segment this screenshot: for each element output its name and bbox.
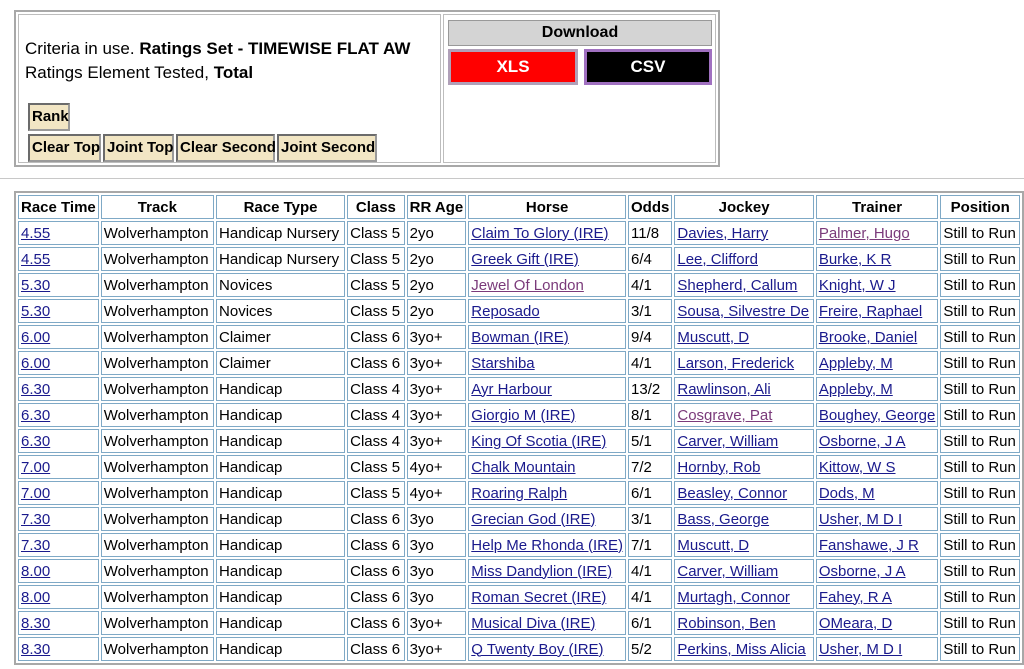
table-row xyxy=(18,637,1020,661)
race-time-link[interactable]: 8.30 xyxy=(21,640,51,658)
element-prefix: Ratings Element Tested, xyxy=(25,63,209,82)
class-cell: Class 4 xyxy=(347,403,405,427)
jockey-link[interactable]: Davies, Harry xyxy=(677,224,769,242)
table-row xyxy=(18,559,1020,583)
trainer-cell xyxy=(816,507,938,531)
clear-top-button[interactable]: Clear Top xyxy=(28,134,101,162)
trainer-link[interactable]: Burke, K R xyxy=(818,250,892,268)
position-cell: Still to Run xyxy=(940,455,1020,479)
rr-age-cell: 2yo xyxy=(407,247,467,271)
table-row xyxy=(18,507,1020,531)
trainer-link[interactable]: Usher, M D I xyxy=(818,640,903,658)
jockey-link[interactable]: Carver, William xyxy=(677,432,779,450)
race-type-cell: Novices xyxy=(216,299,345,323)
position-cell: Still to Run xyxy=(940,585,1020,609)
rr-age-cell: 2yo xyxy=(407,221,467,245)
jockey-link[interactable]: Bass, George xyxy=(677,510,770,528)
race-time-cell xyxy=(18,507,99,531)
race-time-link[interactable]: 5.30 xyxy=(21,302,51,320)
track-cell: Wolverhampton xyxy=(101,377,214,401)
race-type-cell: Novices xyxy=(216,273,345,297)
rr-age-cell: 3yo+ xyxy=(407,403,467,427)
horse-link[interactable]: Roman Secret (IRE) xyxy=(471,588,607,606)
class-cell: Class 5 xyxy=(347,455,405,479)
position-cell: Still to Run xyxy=(940,611,1020,635)
odds-cell: 6/1 xyxy=(628,611,672,635)
race-time-link[interactable]: 7.00 xyxy=(21,484,51,502)
download-cell xyxy=(443,14,716,163)
position-cell: Still to Run xyxy=(940,403,1020,427)
position-cell: Still to Run xyxy=(940,221,1020,245)
track-cell: Wolverhampton xyxy=(101,611,214,635)
jockey-link[interactable]: Murtagh, Connor xyxy=(677,588,790,606)
class-cell: Class 5 xyxy=(347,247,405,271)
col-position: Position xyxy=(940,195,1020,219)
race-type-cell: Handicap xyxy=(216,637,345,661)
col-odds: Odds xyxy=(628,195,672,219)
table-row xyxy=(18,481,1020,505)
odds-cell: 6/4 xyxy=(628,247,672,271)
results-table-wrapper xyxy=(14,191,1024,665)
rank-button[interactable]: Rank xyxy=(28,103,70,131)
jockey-link[interactable]: Beasley, Connor xyxy=(677,484,788,502)
trainer-cell xyxy=(816,299,938,323)
rr-age-cell: 3yo xyxy=(407,585,467,609)
horse-link[interactable]: Q Twenty Boy (IRE) xyxy=(471,640,604,658)
class-cell: Class 6 xyxy=(347,533,405,557)
table-row xyxy=(18,273,1020,297)
criteria-text xyxy=(25,37,410,85)
col-rr-age: RR Age xyxy=(407,195,467,219)
race-time-cell xyxy=(18,559,99,583)
odds-cell: 8/1 xyxy=(628,403,672,427)
horse-link[interactable]: Roaring Ralph xyxy=(471,484,568,502)
race-time-link[interactable]: 7.00 xyxy=(21,458,51,476)
trainer-link[interactable]: OMeara, D xyxy=(818,614,893,632)
jockey-cell xyxy=(674,247,813,271)
race-time-link[interactable]: 6.00 xyxy=(21,354,51,372)
table-row xyxy=(18,247,1020,271)
race-time-cell xyxy=(18,637,99,661)
odds-cell: 7/1 xyxy=(628,533,672,557)
table-row xyxy=(18,403,1020,427)
jockey-cell xyxy=(674,403,813,427)
horse-cell xyxy=(468,221,626,245)
horse-cell xyxy=(468,429,626,453)
odds-cell: 7/2 xyxy=(628,455,672,479)
jockey-cell xyxy=(674,585,813,609)
horse-cell xyxy=(468,533,626,557)
table-row xyxy=(18,221,1020,245)
race-time-link[interactable]: 4.55 xyxy=(21,224,51,242)
track-cell: Wolverhampton xyxy=(101,247,214,271)
col-jockey: Jockey xyxy=(674,195,813,219)
class-cell: Class 6 xyxy=(347,351,405,375)
col-class: Class xyxy=(347,195,405,219)
jockey-cell xyxy=(674,377,813,401)
trainer-link[interactable]: Kittow, W S xyxy=(818,458,896,476)
race-type-cell: Handicap xyxy=(216,585,345,609)
track-cell: Wolverhampton xyxy=(101,481,214,505)
jockey-link[interactable]: Sousa, Silvestre De xyxy=(677,302,810,320)
class-cell: Class 6 xyxy=(347,325,405,349)
table-row xyxy=(18,351,1020,375)
race-time-link[interactable]: 8.00 xyxy=(21,588,51,606)
position-cell: Still to Run xyxy=(940,299,1020,323)
trainer-cell xyxy=(816,533,938,557)
track-cell: Wolverhampton xyxy=(101,533,214,557)
race-type-cell: Handicap Nursery xyxy=(216,247,345,271)
odds-cell: 4/1 xyxy=(628,273,672,297)
horse-link[interactable]: Giorgio M (IRE) xyxy=(471,406,576,424)
col-trainer: Trainer xyxy=(816,195,938,219)
jockey-cell xyxy=(674,351,813,375)
jockey-link[interactable]: Rawlinson, Ali xyxy=(677,380,771,398)
position-cell: Still to Run xyxy=(940,429,1020,453)
xls-download-button[interactable]: XLS xyxy=(448,49,578,85)
jockey-link[interactable]: Shepherd, Callum xyxy=(677,276,798,294)
class-cell: Class 6 xyxy=(347,585,405,609)
table-header-row xyxy=(18,195,1020,219)
class-cell: Class 6 xyxy=(347,611,405,635)
trainer-link[interactable]: Dods, M xyxy=(818,484,875,502)
race-time-cell xyxy=(18,611,99,635)
race-time-link[interactable]: 4.55 xyxy=(21,250,51,268)
class-cell: Class 4 xyxy=(347,429,405,453)
horse-cell xyxy=(468,507,626,531)
results-body xyxy=(18,221,1020,661)
horse-cell xyxy=(468,325,626,349)
trainer-cell xyxy=(816,455,938,479)
table-row xyxy=(18,325,1020,349)
horse-cell xyxy=(468,637,626,661)
odds-cell: 4/1 xyxy=(628,351,672,375)
race-time-link[interactable]: 8.30 xyxy=(21,614,51,632)
element-value: Total xyxy=(213,63,254,82)
jockey-cell xyxy=(674,455,813,479)
jockey-link[interactable]: Robinson, Ben xyxy=(677,614,776,632)
track-cell: Wolverhampton xyxy=(101,637,214,661)
horse-link[interactable]: King Of Scotia (IRE) xyxy=(471,432,607,450)
horse-cell xyxy=(468,611,626,635)
trainer-cell xyxy=(816,611,938,635)
jockey-cell xyxy=(674,325,813,349)
class-cell: Class 6 xyxy=(347,637,405,661)
rr-age-cell: 3yo+ xyxy=(407,637,467,661)
race-type-cell: Handicap xyxy=(216,377,345,401)
trainer-cell xyxy=(816,429,938,453)
race-time-link[interactable]: 5.30 xyxy=(21,276,51,294)
trainer-link[interactable]: Freire, Raphael xyxy=(818,302,923,320)
rr-age-cell: 4yo+ xyxy=(407,455,467,479)
race-time-cell xyxy=(18,351,99,375)
odds-cell: 3/1 xyxy=(628,507,672,531)
rr-age-cell: 3yo+ xyxy=(407,429,467,453)
horse-cell xyxy=(468,351,626,375)
track-cell: Wolverhampton xyxy=(101,507,214,531)
race-type-cell: Handicap xyxy=(216,481,345,505)
jockey-cell xyxy=(674,481,813,505)
jockey-link[interactable]: Muscutt, D xyxy=(677,328,750,346)
trainer-cell xyxy=(816,221,938,245)
divider xyxy=(0,178,1024,179)
race-time-cell xyxy=(18,429,99,453)
race-time-cell xyxy=(18,325,99,349)
trainer-link[interactable]: Usher, M D I xyxy=(818,510,903,528)
class-cell: Class 5 xyxy=(347,299,405,323)
horse-cell xyxy=(468,403,626,427)
track-cell: Wolverhampton xyxy=(101,221,214,245)
jockey-cell xyxy=(674,507,813,531)
trainer-cell xyxy=(816,637,938,661)
criteria-prefix: Criteria in use. xyxy=(25,39,135,58)
trainer-link[interactable]: Boughey, George xyxy=(818,406,936,424)
race-type-cell: Handicap xyxy=(216,507,345,531)
race-type-cell: Claimer xyxy=(216,351,345,375)
race-time-cell xyxy=(18,455,99,479)
position-cell: Still to Run xyxy=(940,273,1020,297)
horse-cell xyxy=(468,585,626,609)
race-time-link[interactable]: 7.30 xyxy=(21,536,51,554)
race-type-cell: Handicap xyxy=(216,533,345,557)
col-track: Track xyxy=(101,195,214,219)
col-horse: Horse xyxy=(468,195,626,219)
trainer-cell xyxy=(816,247,938,271)
jockey-cell xyxy=(674,533,813,557)
position-cell: Still to Run xyxy=(940,637,1020,661)
trainer-cell xyxy=(816,559,938,583)
jockey-cell xyxy=(674,559,813,583)
trainer-cell xyxy=(816,351,938,375)
position-cell: Still to Run xyxy=(940,559,1020,583)
race-time-cell xyxy=(18,533,99,557)
race-time-cell xyxy=(18,273,99,297)
criteria-panel xyxy=(14,10,720,167)
odds-cell: 6/1 xyxy=(628,481,672,505)
col-race-type: Race Type xyxy=(216,195,345,219)
trainer-link[interactable]: Osborne, J A xyxy=(818,562,906,580)
class-cell: Class 4 xyxy=(347,377,405,401)
horse-cell xyxy=(468,299,626,323)
class-cell: Class 5 xyxy=(347,273,405,297)
trainer-cell xyxy=(816,403,938,427)
jockey-link[interactable]: Perkins, Miss Alicia xyxy=(677,640,806,658)
jockey-cell xyxy=(674,611,813,635)
horse-link[interactable]: Chalk Mountain xyxy=(471,458,576,476)
table-row xyxy=(18,455,1020,479)
trainer-link[interactable]: Brooke, Daniel xyxy=(818,328,918,346)
joint-top-button[interactable]: Joint Top xyxy=(103,134,174,162)
trainer-link[interactable]: Knight, W J xyxy=(818,276,896,294)
horse-link[interactable]: Jewel Of London xyxy=(471,276,584,294)
position-cell: Still to Run xyxy=(940,325,1020,349)
jockey-cell xyxy=(674,299,813,323)
horse-cell xyxy=(468,273,626,297)
race-time-cell xyxy=(18,403,99,427)
table-row xyxy=(18,611,1020,635)
trainer-link[interactable]: Fanshawe, J R xyxy=(818,536,919,554)
horse-link[interactable]: Bowman (IRE) xyxy=(471,328,569,346)
horse-cell xyxy=(468,455,626,479)
race-time-link[interactable]: 8.00 xyxy=(21,562,51,580)
odds-cell: 9/4 xyxy=(628,325,672,349)
class-cell: Class 5 xyxy=(347,481,405,505)
horse-link[interactable]: Help Me Rhonda (IRE) xyxy=(471,536,624,554)
rr-age-cell: 3yo+ xyxy=(407,377,467,401)
rr-age-cell: 3yo xyxy=(407,507,467,531)
horse-link[interactable]: Ayr Harbour xyxy=(471,380,552,398)
track-cell: Wolverhampton xyxy=(101,351,214,375)
horse-link[interactable]: Claim To Glory (IRE) xyxy=(471,224,609,242)
table-row xyxy=(18,377,1020,401)
position-cell: Still to Run xyxy=(940,507,1020,531)
horse-link[interactable]: Reposado xyxy=(471,302,540,320)
class-cell: Class 6 xyxy=(347,559,405,583)
horse-cell xyxy=(468,247,626,271)
horse-link[interactable]: Musical Diva (IRE) xyxy=(471,614,596,632)
table-row xyxy=(18,299,1020,323)
jockey-link[interactable]: Lee, Clifford xyxy=(677,250,758,268)
odds-cell: 5/1 xyxy=(628,429,672,453)
track-cell: Wolverhampton xyxy=(101,585,214,609)
race-type-cell: Handicap xyxy=(216,611,345,635)
race-time-cell xyxy=(18,585,99,609)
trainer-cell xyxy=(816,377,938,401)
trainer-link[interactable]: Palmer, Hugo xyxy=(818,224,910,242)
rr-age-cell: 3yo xyxy=(407,533,467,557)
joint-second-button[interactable]: Joint Second xyxy=(277,134,377,162)
odds-cell: 4/1 xyxy=(628,559,672,583)
position-cell: Still to Run xyxy=(940,481,1020,505)
race-time-link[interactable]: 6.30 xyxy=(21,406,51,424)
horse-link[interactable]: Miss Dandylion (IRE) xyxy=(471,562,613,580)
race-time-cell xyxy=(18,377,99,401)
rr-age-cell: 3yo xyxy=(407,559,467,583)
track-cell: Wolverhampton xyxy=(101,299,214,323)
horse-cell xyxy=(468,377,626,401)
race-type-cell: Handicap xyxy=(216,403,345,427)
trainer-cell xyxy=(816,481,938,505)
position-cell: Still to Run xyxy=(940,533,1020,557)
race-time-link[interactable]: 6.30 xyxy=(21,380,51,398)
ratings-set-label: Ratings Set - TIMEWISE FLAT AW xyxy=(139,39,411,58)
odds-cell: 11/8 xyxy=(628,221,672,245)
trainer-link[interactable]: Osborne, J A xyxy=(818,432,906,450)
results-table xyxy=(16,193,1022,663)
trainer-link[interactable]: Appleby, M xyxy=(818,380,893,398)
track-cell: Wolverhampton xyxy=(101,455,214,479)
track-cell: Wolverhampton xyxy=(101,429,214,453)
jockey-cell xyxy=(674,273,813,297)
position-cell: Still to Run xyxy=(940,247,1020,271)
odds-cell: 4/1 xyxy=(628,585,672,609)
race-time-cell xyxy=(18,247,99,271)
table-row xyxy=(18,533,1020,557)
trainer-cell xyxy=(816,585,938,609)
odds-cell: 5/2 xyxy=(628,637,672,661)
download-header: Download xyxy=(448,20,712,46)
rr-age-cell: 3yo+ xyxy=(407,611,467,635)
clear-second-button[interactable]: Clear Second xyxy=(176,134,275,162)
col-race-time: Race Time xyxy=(18,195,99,219)
race-time-cell xyxy=(18,481,99,505)
jockey-cell xyxy=(674,429,813,453)
race-time-cell xyxy=(18,299,99,323)
trainer-link[interactable]: Appleby, M xyxy=(818,354,893,372)
race-time-link[interactable]: 7.30 xyxy=(21,510,51,528)
jockey-cell xyxy=(674,637,813,661)
position-cell: Still to Run xyxy=(940,377,1020,401)
horse-link[interactable]: Grecian God (IRE) xyxy=(471,510,596,528)
track-cell: Wolverhampton xyxy=(101,325,214,349)
trainer-link[interactable]: Fahey, R A xyxy=(818,588,892,606)
rr-age-cell: 4yo+ xyxy=(407,481,467,505)
trainer-cell xyxy=(816,273,938,297)
odds-cell: 13/2 xyxy=(628,377,672,401)
jockey-link[interactable]: Hornby, Rob xyxy=(677,458,761,476)
jockey-link[interactable]: Cosgrave, Pat xyxy=(677,406,773,424)
track-cell: Wolverhampton xyxy=(101,403,214,427)
class-cell: Class 6 xyxy=(347,507,405,531)
trainer-cell xyxy=(816,325,938,349)
rr-age-cell: 3yo+ xyxy=(407,351,467,375)
race-time-link[interactable]: 6.00 xyxy=(21,328,51,346)
horse-link[interactable]: Starshiba xyxy=(471,354,535,372)
track-cell: Wolverhampton xyxy=(101,559,214,583)
horse-link[interactable]: Greek Gift (IRE) xyxy=(471,250,579,268)
track-cell: Wolverhampton xyxy=(101,273,214,297)
horse-cell xyxy=(468,559,626,583)
csv-download-button[interactable]: CSV xyxy=(584,49,712,85)
rr-age-cell: 2yo xyxy=(407,299,467,323)
odds-cell: 3/1 xyxy=(628,299,672,323)
horse-cell xyxy=(468,481,626,505)
class-cell: Class 5 xyxy=(347,221,405,245)
jockey-cell xyxy=(674,221,813,245)
table-row xyxy=(18,429,1020,453)
race-type-cell: Claimer xyxy=(216,325,345,349)
race-time-cell xyxy=(18,221,99,245)
jockey-link[interactable]: Muscutt, D xyxy=(677,536,750,554)
jockey-link[interactable]: Larson, Frederick xyxy=(677,354,795,372)
race-time-link[interactable]: 6.30 xyxy=(21,432,51,450)
table-row xyxy=(18,585,1020,609)
race-type-cell: Handicap xyxy=(216,429,345,453)
criteria-cell xyxy=(18,14,441,163)
race-type-cell: Handicap Nursery xyxy=(216,221,345,245)
race-type-cell: Handicap xyxy=(216,455,345,479)
rr-age-cell: 3yo+ xyxy=(407,325,467,349)
race-type-cell: Handicap xyxy=(216,559,345,583)
position-cell: Still to Run xyxy=(940,351,1020,375)
rr-age-cell: 2yo xyxy=(407,273,467,297)
jockey-link[interactable]: Carver, William xyxy=(677,562,779,580)
